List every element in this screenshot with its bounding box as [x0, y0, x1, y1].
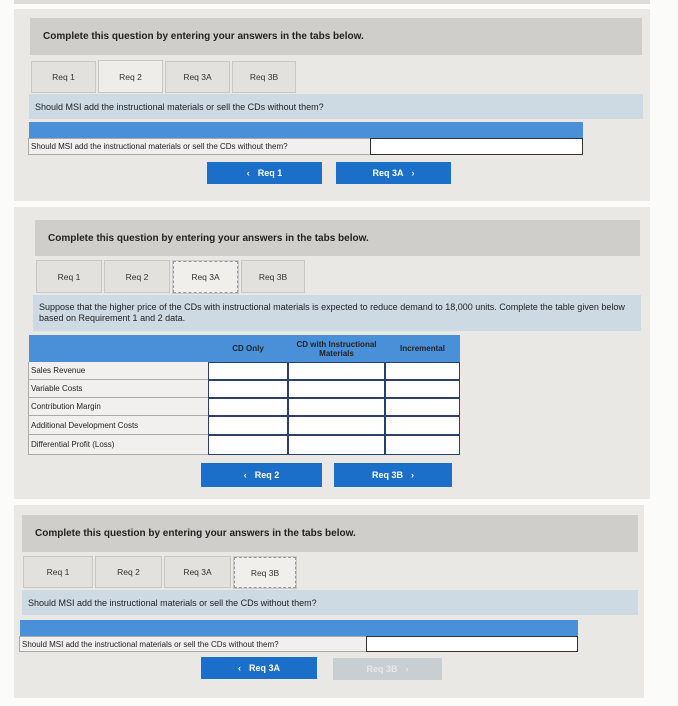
answer-input[interactable]	[366, 636, 578, 652]
question-text: Should MSI add the instructional materials or sell the CDs without them?	[22, 590, 638, 615]
amount-input[interactable]	[208, 362, 288, 380]
amount-input[interactable]	[385, 416, 460, 435]
amount-input[interactable]	[208, 380, 288, 398]
col-cd-with-materials: CD with Instructional Materials	[296, 339, 377, 358]
amount-input[interactable]	[385, 380, 460, 398]
amount-input[interactable]	[288, 362, 385, 380]
col-cd-only: CD Only	[232, 344, 264, 353]
next-label: Req 3B	[366, 664, 398, 674]
tab-req3a[interactable]: Req 3A	[165, 61, 230, 93]
tab-req1[interactable]: Req 1	[36, 260, 102, 293]
row-label: Contribution Margin	[28, 398, 208, 416]
amount-input[interactable]	[288, 435, 385, 455]
prev-req3a-button[interactable]	[201, 657, 317, 679]
chevron-left-icon: ‹	[243, 470, 247, 480]
chevron-left-icon: ‹	[237, 663, 241, 673]
chevron-left-icon: ‹	[246, 168, 250, 178]
tab-req3a[interactable]: Req 3A	[172, 260, 239, 294]
amount-input[interactable]	[385, 398, 460, 416]
chevron-right-icon: ›	[411, 470, 414, 480]
amount-input[interactable]	[288, 398, 385, 416]
next-label: Req 3A	[372, 168, 404, 178]
amount-input[interactable]	[385, 362, 460, 380]
prev-req1-button[interactable]	[207, 162, 322, 184]
question-text: Should MSI add the instructional materials or sell the CDs without them?	[29, 94, 643, 119]
tab-req2[interactable]: Req 2	[104, 260, 170, 293]
next-label: Req 3B	[371, 470, 403, 480]
chevron-right-icon: ›	[405, 664, 409, 674]
amount-input[interactable]	[385, 435, 460, 455]
tab-req1[interactable]: Req 1	[31, 61, 96, 93]
answer-input[interactable]	[370, 138, 583, 155]
col-incremental: Incremental	[400, 344, 445, 353]
amount-input[interactable]	[208, 416, 288, 435]
instruction-header: Complete this question by entering your answers in the tabs below.	[35, 220, 640, 256]
tab-req3b[interactable]: Req 3B	[233, 556, 297, 589]
tab-req2[interactable]: Req 2	[98, 60, 163, 93]
chevron-right-icon: ›	[411, 168, 415, 178]
table-header	[29, 122, 583, 139]
question-text: Suppose that the higher price of the CDs with instructional materials is expected to reduce demand to 18,000 units. Complete the table given below based on Requirement 1 and 2 data.	[33, 295, 641, 331]
row-label: Differential Profit (Loss)	[28, 435, 208, 455]
tab-req3b[interactable]: Req 3B	[232, 61, 296, 93]
row-label: Variable Costs	[28, 380, 208, 398]
instruction-header: Complete this question by entering your answers in the tabs below.	[22, 515, 638, 552]
amount-input[interactable]	[208, 398, 288, 416]
tab-req2[interactable]: Req 2	[95, 556, 162, 588]
amount-input[interactable]	[288, 416, 385, 435]
tab-req3b[interactable]: Req 3B	[241, 260, 305, 293]
row-label: Additional Development Costs	[28, 416, 208, 435]
instruction-header: Complete this question by entering your answers in the tabs below.	[30, 18, 642, 55]
amount-input[interactable]	[208, 435, 288, 455]
next-req3b-button-disabled	[333, 658, 442, 680]
row-label: Should MSI add the instructional materials or sell the CDs without them?	[28, 138, 370, 155]
next-req3a-button[interactable]	[336, 162, 451, 184]
prev-req2-button[interactable]	[201, 463, 322, 487]
amount-input[interactable]	[288, 380, 385, 398]
top-strip	[14, 0, 650, 4]
next-req3b-button[interactable]	[334, 463, 452, 487]
row-label: Sales Revenue	[28, 362, 208, 380]
tab-req1[interactable]: Req 1	[23, 556, 93, 588]
prev-label: Req 1	[257, 168, 283, 178]
tab-req3a[interactable]: Req 3A	[164, 556, 231, 588]
row-label: Should MSI add the instructional materials or sell the CDs without them?	[19, 636, 366, 652]
prev-label: Req 2	[254, 470, 280, 480]
prev-label: Req 3A	[248, 663, 280, 673]
table-header	[20, 620, 578, 637]
